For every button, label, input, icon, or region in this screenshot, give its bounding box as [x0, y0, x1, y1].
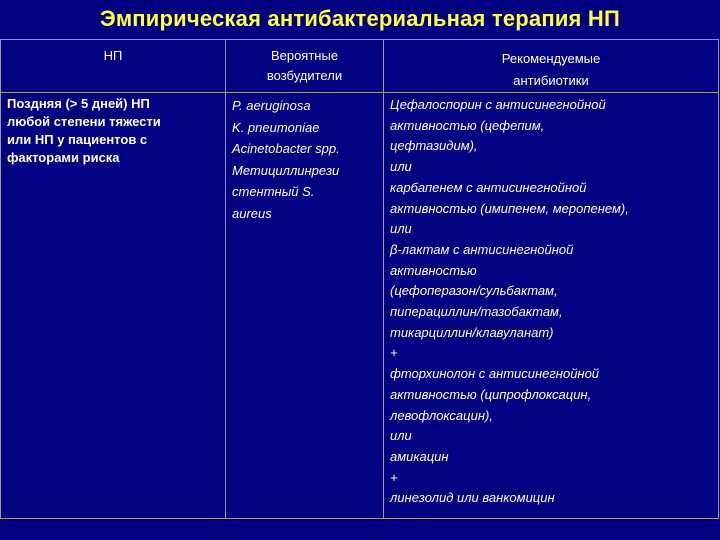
header-np — [1, 46, 225, 66]
cell-line: факторами риска — [7, 150, 120, 165]
cell-line: Цефалоспорин с антисинегнойной — [390, 97, 606, 112]
cell-line: β-лактам с антисинегнойной — [390, 241, 574, 257]
cell-line: Поздняя (> 5 дней) НП — [7, 96, 150, 111]
cell-line: левофлоксацин), — [390, 407, 493, 423]
cell-line: стентный S. — [232, 184, 315, 199]
cell-np — [7, 95, 222, 167]
cell-line: цефтазидим), — [390, 138, 478, 154]
header-pathogens — [226, 46, 383, 86]
cell-line: фторхинолон с антисинегнойной — [390, 366, 600, 382]
cell-line: активностью (имипенем, меропенем), — [390, 200, 629, 216]
cell-line: + — [390, 469, 398, 485]
cell-line: aureus — [232, 205, 272, 221]
cell-line: K. pneumoniae — [232, 119, 320, 135]
header-text: антибиотики — [513, 73, 589, 88]
cell-pathogens — [232, 95, 372, 224]
cell-line: активностью (цефепим, — [390, 117, 545, 133]
cell-line: пиперациллин/тазобактам, — [390, 304, 563, 320]
header-text: Вероятные — [270, 48, 339, 63]
cell-line: или НП у пациентов с — [7, 132, 148, 147]
cell-line: карбапенем с антисинегнойной — [390, 179, 587, 195]
cell-line: (цефоперазон/сульбактам, — [390, 283, 558, 299]
cell-line: или — [390, 428, 412, 444]
cell-line: линезолид или ванкомицин — [390, 490, 555, 506]
slide-title: Эмпирическая антибактериальная терапия НП — [99, 6, 621, 31]
cell-line: амикацин — [390, 448, 449, 464]
cell-antibiotics — [390, 95, 715, 509]
column-divider — [383, 40, 384, 518]
header-text: Рекомендуемые — [501, 51, 601, 66]
column-divider — [225, 40, 226, 518]
cell-line: P. aeruginosa — [232, 98, 311, 113]
header-text: возбудители — [266, 68, 343, 83]
cell-line: тикарциллин/клавуланат) — [390, 324, 554, 340]
cell-line: любой степени тяжести — [7, 114, 161, 129]
header-antibiotics — [384, 48, 718, 92]
cell-line: Метициллинрези — [232, 162, 340, 178]
cell-line: или — [390, 159, 412, 175]
cell-line: активностью — [390, 262, 477, 278]
cell-line: активностью (ципрофлоксацин, — [390, 386, 592, 402]
therapy-table — [0, 39, 719, 519]
cell-line: или — [390, 221, 412, 237]
cell-line: + — [390, 345, 398, 361]
header-text: НП — [103, 48, 123, 63]
cell-line: Acinetobacter spp. — [232, 141, 340, 156]
